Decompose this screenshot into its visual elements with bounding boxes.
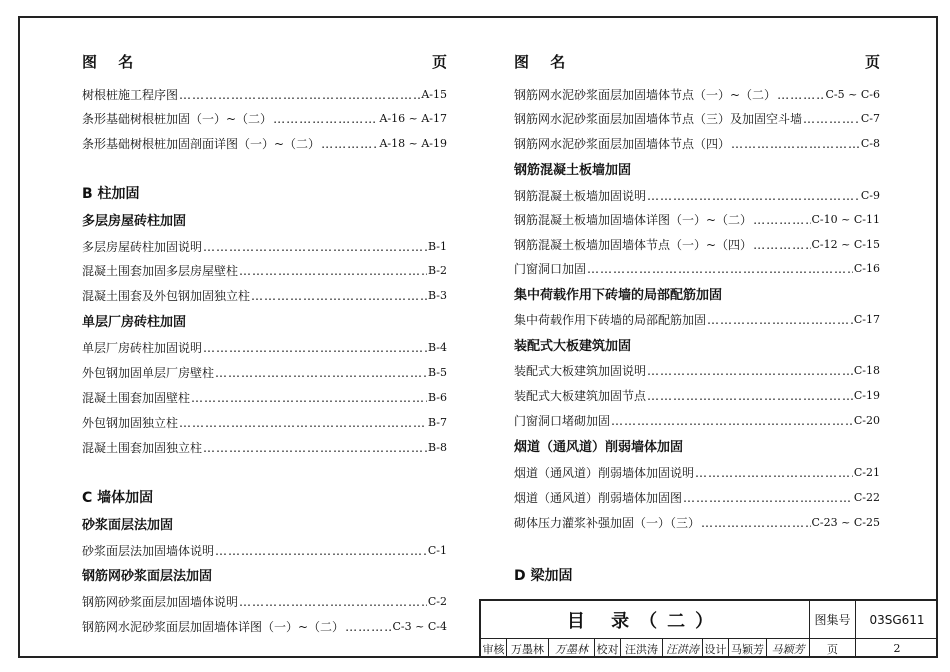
toc-entry — [82, 84, 447, 106]
toc-entry-page: C-18 — [853, 364, 880, 377]
toc-entry-page: B-8 — [427, 441, 447, 454]
toc-entry-page: C-16 — [853, 262, 880, 275]
toc-entry-page: C-12 ~ C-15 — [811, 238, 880, 251]
toc-leader-dots — [611, 410, 853, 432]
toc-entry-page: C-20 — [853, 414, 880, 427]
right-header — [514, 51, 880, 73]
toc-entry — [82, 260, 447, 282]
toc-entry — [82, 540, 447, 562]
toc-entry-page: C-1 — [427, 544, 447, 557]
toc-entry-title: 砌体压力灌浆补强加固（一）（三） — [514, 516, 701, 530]
toc-entry — [514, 133, 880, 155]
toc-entry-page: C-8 — [860, 137, 880, 150]
toc-leader-dots — [701, 512, 811, 534]
toc-leader-dots — [273, 108, 378, 130]
toc-entry — [514, 462, 880, 484]
toc-entry-title: 门窗洞口加固 — [514, 262, 587, 276]
toc-entry-title: 多层房屋砖柱加固说明 — [82, 240, 203, 254]
toc-entry — [82, 412, 447, 434]
toc-entry-page: C-9 — [860, 189, 880, 202]
toc-leader-dots — [777, 84, 824, 106]
toc-entry — [514, 360, 880, 382]
toc-entry-page: C-5 ~ C-6 — [825, 88, 880, 101]
toc-entry-page: B-4 — [427, 341, 447, 354]
toc-entry-title: 钢筋混凝土板墙加固墙体详图（一）~（二） — [514, 213, 753, 227]
toc-entry-title: 砂浆面层法加固墙体说明 — [82, 544, 215, 558]
toc-leader-dots — [587, 258, 853, 280]
toc-entry-page: C-7 — [860, 112, 880, 125]
toc-entry-title: 混凝土围套加固独立柱 — [82, 441, 203, 455]
right-header-title: 图 名 — [514, 53, 574, 71]
toc-entry-title: 单层厂房砖柱加固说明 — [82, 341, 203, 355]
toc-entry-page: C-10 ~ C-11 — [811, 213, 880, 226]
toc-entry — [82, 387, 447, 409]
toc-entry — [514, 258, 880, 280]
toc-entry — [82, 362, 447, 384]
toc-entry-page: B-6 — [427, 391, 447, 404]
checker-name: 汪洪涛 — [621, 639, 663, 658]
toc-leader-dots — [179, 412, 427, 434]
toc-entry — [82, 337, 447, 359]
toc-entry-page: B-3 — [427, 289, 447, 302]
toc-entry-page: C-22 — [853, 491, 880, 504]
toc-leader-dots — [321, 133, 378, 155]
subsection-heading: 砂浆面层法加固 — [82, 518, 174, 533]
toc-entry — [82, 616, 447, 638]
subsection-heading: 多层房屋砖柱加固 — [82, 214, 187, 229]
toc-entry-title: 混凝土围套加固壁柱 — [82, 391, 191, 405]
toc-entry-title: 集中荷载作用下砖墙的局部配筋加固 — [514, 313, 707, 327]
toc-entry — [514, 84, 880, 106]
subsection-heading: 集中荷载作用下砖墙的局部配筋加固 — [514, 288, 723, 303]
left-header-page: 页 — [431, 53, 447, 71]
toc-entry-title: 装配式大板建筑加固说明 — [514, 364, 647, 378]
atlas-number: 03SG611 — [856, 601, 938, 639]
toc-entry — [82, 108, 447, 130]
toc-entry-title: 钢筋网水泥砂浆面层加固墙体节点（三）及加固空斗墙 — [514, 112, 803, 126]
designer-name: 马颖芳 — [729, 639, 767, 658]
toc-entry-page: B-5 — [427, 366, 447, 379]
toc-leader-dots — [239, 260, 427, 282]
toc-entry-title: 外包钢加固独立柱 — [82, 416, 179, 430]
design-label: 设计 — [703, 639, 729, 658]
reviewer-name: 万墨林 — [507, 639, 549, 658]
section-heading: B 柱加固 — [82, 186, 140, 202]
toc-entry — [514, 512, 880, 534]
toc-entry-title: 烟道（通风道）削弱墙体加固说明 — [514, 466, 695, 480]
check-label: 校对 — [595, 639, 621, 658]
left-header-title: 图 名 — [82, 53, 142, 71]
atlas-label: 图集号 — [810, 601, 856, 639]
toc-entry-title: 钢筋网水泥砂浆面层加固墙体节点（四） — [514, 137, 731, 151]
review-label: 审核 — [481, 639, 507, 658]
toc-entry-title: 条形基础树根桩加固剖面详图（一）~（二） — [82, 137, 321, 151]
toc-entry-page: C-2 — [427, 595, 447, 608]
toc-entry — [514, 309, 880, 331]
toc-leader-dots — [647, 185, 860, 207]
title-block-title: 目 录（二） — [481, 601, 810, 639]
toc-entry — [82, 133, 447, 155]
toc-leader-dots — [215, 540, 427, 562]
toc-leader-dots — [203, 236, 427, 258]
toc-entry — [514, 234, 880, 256]
toc-entry-title: 混凝土围套加固多层房屋壁柱 — [82, 264, 239, 278]
toc-entry-page: C-3 ~ C-4 — [392, 620, 447, 633]
toc-entry-page: C-21 — [853, 466, 880, 479]
right-header-page: 页 — [864, 53, 880, 71]
toc-leader-dots — [753, 209, 810, 231]
reviewer-signature: 万墨林 — [549, 639, 595, 658]
toc-entry-title: 树根桩施工程序图 — [82, 88, 179, 102]
toc-leader-dots — [707, 309, 853, 331]
toc-leader-dots — [203, 337, 427, 359]
toc-leader-dots — [191, 387, 427, 409]
toc-entry-title: 装配式大板建筑加固节点 — [514, 389, 647, 403]
toc-entry — [82, 437, 447, 459]
section-heading: C 墙体加固 — [82, 490, 154, 506]
toc-entry-title: 门窗洞口堵砌加固 — [514, 414, 611, 428]
toc-entry — [514, 385, 880, 407]
toc-entry-title: 钢筋网水泥砂浆面层加固墙体节点（一）~（二） — [514, 88, 777, 102]
toc-entry — [82, 236, 447, 258]
toc-entry — [514, 487, 880, 509]
toc-leader-dots — [647, 385, 853, 407]
toc-entry — [82, 285, 447, 307]
toc-entry-page: C-23 ~ C-25 — [811, 516, 880, 529]
subsection-heading: 烟道（通风道）削弱墙体加固 — [514, 440, 684, 455]
toc-entry — [514, 410, 880, 432]
toc-leader-dots — [753, 234, 810, 256]
toc-leader-dots — [683, 487, 853, 509]
toc-entry-page: C-19 — [853, 389, 880, 402]
toc-leader-dots — [215, 362, 427, 384]
toc-entry-title: 钢筋混凝土板墙加固墙体节点（一）~（四） — [514, 238, 753, 252]
toc-entry-page: B-7 — [427, 416, 447, 429]
toc-leader-dots — [731, 133, 860, 155]
section-heading: D 梁加固 — [514, 568, 573, 584]
checker-signature: 汪洪涛 — [663, 639, 703, 658]
toc-entry-title: 钢筋网砂浆面层加固墙体说明 — [82, 595, 239, 609]
toc-leader-dots — [803, 108, 860, 130]
toc-entry — [514, 108, 880, 130]
toc-leader-dots — [239, 591, 427, 613]
toc-leader-dots — [203, 437, 427, 459]
toc-entry-page: B-1 — [427, 240, 447, 253]
title-block — [479, 599, 938, 658]
toc-entry-page: A-16 ~ A-17 — [379, 112, 447, 125]
toc-entry-title: 钢筋混凝土板墙加固说明 — [514, 189, 647, 203]
toc-leader-dots — [695, 462, 853, 484]
subsection-heading: 单层厂房砖柱加固 — [82, 315, 187, 330]
toc-entry-title: 钢筋网水泥砂浆面层加固墙体详图（一）~（二） — [82, 620, 345, 634]
toc-entry — [82, 591, 447, 613]
toc-leader-dots — [251, 285, 427, 307]
designer-signature: 马颖芳 — [767, 639, 810, 658]
toc-leader-dots — [345, 616, 391, 638]
toc-entry-page: A-15 — [421, 88, 447, 101]
toc-entry-title: 条形基础树根桩加固（一）~（二） — [82, 112, 273, 126]
subsection-heading: 钢筋混凝土板墙加固 — [514, 163, 632, 178]
toc-entry — [514, 185, 880, 207]
page-number: 2 — [893, 642, 901, 655]
page-label: 页 — [810, 639, 856, 658]
subsection-heading: 装配式大板建筑加固 — [514, 339, 632, 354]
toc-leader-dots — [647, 360, 853, 382]
toc-entry-title: 外包钢加固单层厂房壁柱 — [82, 366, 215, 380]
toc-entry-page: C-17 — [853, 313, 880, 326]
subsection-heading: 钢筋网砂浆面层法加固 — [82, 569, 213, 584]
toc-entry-page: A-18 ~ A-19 — [379, 137, 447, 150]
toc-entry-title: 混凝土围套及外包钢加固独立柱 — [82, 289, 251, 303]
toc-entry-page: B-2 — [427, 264, 447, 277]
toc-leader-dots — [179, 84, 420, 106]
toc-entry-title: 烟道（通风道）削弱墙体加固图 — [514, 491, 683, 505]
toc-entry — [514, 209, 880, 231]
left-header — [82, 51, 447, 73]
